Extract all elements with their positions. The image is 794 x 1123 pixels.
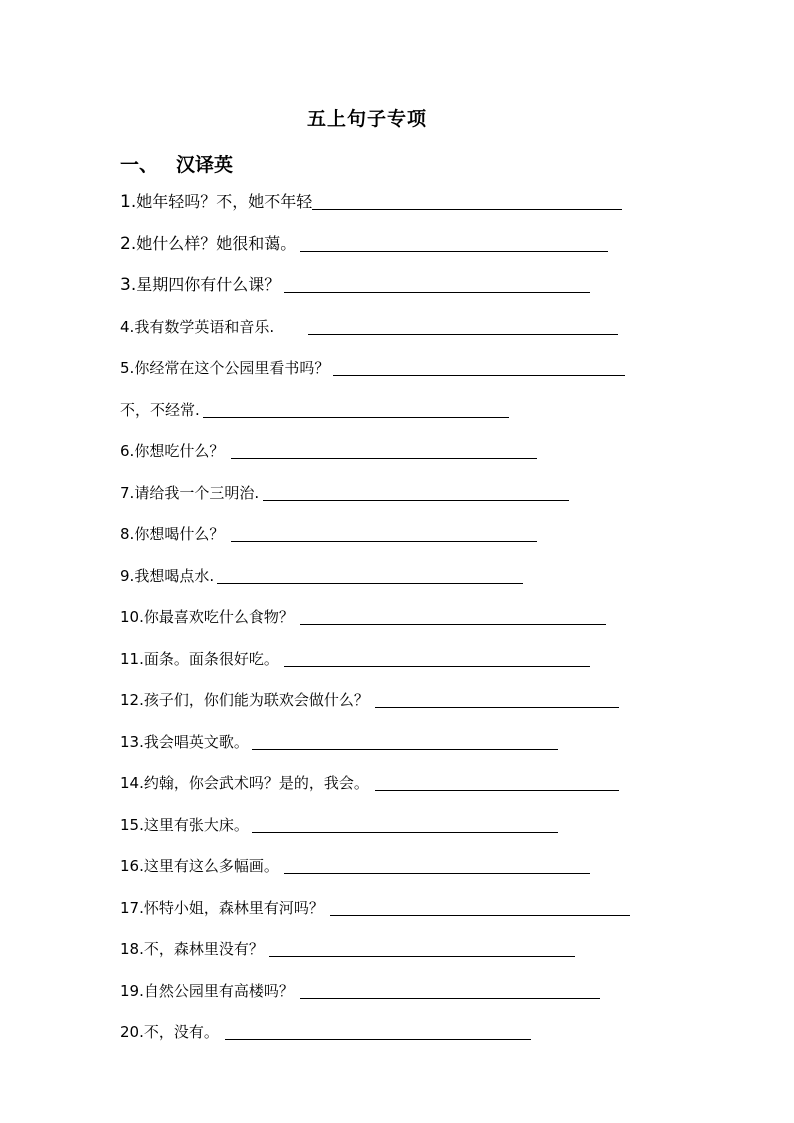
- item-prompt: 这里有张大床。: [143, 816, 249, 834]
- answer-line[interactable]: [308, 334, 618, 335]
- answer-line[interactable]: [269, 956, 575, 957]
- answer-line[interactable]: [284, 292, 590, 293]
- item-prompt: 孩子们，你们能为联欢会做什么？: [143, 691, 369, 709]
- item-number: 12.: [120, 691, 144, 709]
- exercise-item-5: [120, 357, 625, 379]
- answer-line[interactable]: [284, 666, 590, 667]
- page-title: 五上句子专项: [306, 108, 427, 130]
- exercise-item-12: [120, 689, 619, 711]
- answer-line[interactable]: [330, 915, 630, 916]
- item-prompt: 你想喝什么？: [134, 525, 225, 543]
- answer-line[interactable]: [375, 790, 619, 791]
- item-number: 6.: [120, 442, 135, 460]
- item-number: 13.: [120, 733, 144, 751]
- item-number: 8.: [120, 525, 135, 543]
- item-number: 18.: [120, 940, 144, 958]
- exercise-item-1: [120, 191, 622, 213]
- section-label: 汉译英: [176, 154, 234, 176]
- exercise-item-20: [120, 1021, 531, 1043]
- item-number: 2.: [120, 234, 137, 254]
- item-prompt: 自然公园里有高楼吗？: [143, 982, 294, 1000]
- item-number: 9.: [120, 567, 135, 585]
- exercise-item-19: [120, 980, 600, 1002]
- answer-line[interactable]: [231, 458, 537, 459]
- item-number: 19.: [120, 982, 144, 1000]
- item-number: 5.: [120, 359, 135, 377]
- item-prompt: 星期四你有什么课？: [136, 275, 281, 294]
- item-prompt: 这里有这么多幅画。: [143, 857, 279, 875]
- exercise-item-8: [120, 523, 537, 545]
- answer-line[interactable]: [252, 749, 558, 750]
- item-prompt: 你经常在这个公园里看书吗？: [134, 359, 330, 377]
- answer-line[interactable]: [231, 541, 537, 542]
- exercise-item-7: [120, 482, 569, 504]
- item-prompt: 你想吃什么？: [134, 442, 225, 460]
- answer-line[interactable]: [300, 624, 606, 625]
- exercise-item-2: [120, 233, 608, 255]
- item-prompt: 约翰，你会武术吗？是的，我会。: [143, 774, 369, 792]
- item-prompt: 她什么样？她很和蔼。: [136, 234, 297, 253]
- item-number: 14.: [120, 774, 144, 792]
- exercise-item-3: [120, 274, 590, 296]
- item-number: 20.: [120, 1023, 144, 1041]
- item-prompt: 面条。面条很好吃。: [143, 650, 279, 668]
- exercise-item-10: [120, 606, 606, 628]
- item-prompt: 不，森林里没有？: [143, 940, 264, 958]
- answer-line[interactable]: [263, 500, 569, 501]
- item-prompt: 怀特小姐，森林里有河吗？: [143, 899, 324, 917]
- answer-line[interactable]: [375, 707, 619, 708]
- exercise-item-11: [120, 648, 590, 670]
- answer-line[interactable]: [284, 873, 590, 874]
- answer-line[interactable]: [300, 251, 608, 252]
- exercise-item-17: [120, 897, 630, 919]
- exercise-item-6: [120, 440, 537, 462]
- answer-line[interactable]: [225, 1039, 531, 1040]
- answer-line[interactable]: [333, 375, 625, 376]
- exercise-item-9: [120, 565, 523, 587]
- item-prompt: 不，没有。: [143, 1023, 219, 1041]
- item-prompt: 她年轻吗？不，她不年轻: [136, 192, 313, 211]
- answer-line[interactable]: [217, 583, 523, 584]
- section-heading: [120, 150, 233, 177]
- item-number: 16.: [120, 857, 144, 875]
- exercise-item-4: [120, 316, 618, 338]
- exercise-item-16: [120, 855, 590, 877]
- item-number: 11.: [120, 650, 144, 668]
- section-number: 一、: [120, 154, 159, 176]
- answer-line[interactable]: [252, 832, 558, 833]
- item-prompt: 不，不经常.: [120, 401, 200, 419]
- exercise-item-13: [120, 731, 558, 753]
- exercise-item-18: [120, 938, 575, 960]
- item-number: 17.: [120, 899, 144, 917]
- item-number: 4.: [120, 318, 135, 336]
- item-number: 15.: [120, 816, 144, 834]
- item-number: 10.: [120, 608, 144, 626]
- item-number: 3.: [120, 275, 137, 295]
- item-number: 7.: [120, 484, 135, 502]
- answer-line[interactable]: [203, 417, 509, 418]
- item-prompt: 我想喝点水.: [134, 567, 215, 585]
- exercise-item-14: [120, 772, 619, 794]
- exercise-item-5-answer: [120, 399, 509, 421]
- item-prompt: 我会唱英文歌。: [143, 733, 249, 751]
- answer-line[interactable]: [300, 998, 600, 999]
- item-number: 1.: [120, 192, 137, 212]
- answer-line[interactable]: [312, 209, 622, 210]
- item-prompt: 请给我一个三明治.: [134, 484, 260, 502]
- item-prompt: 我有数学英语和音乐.: [134, 318, 275, 336]
- item-prompt: 你最喜欢吃什么食物？: [143, 608, 294, 626]
- exercise-item-15: [120, 814, 558, 836]
